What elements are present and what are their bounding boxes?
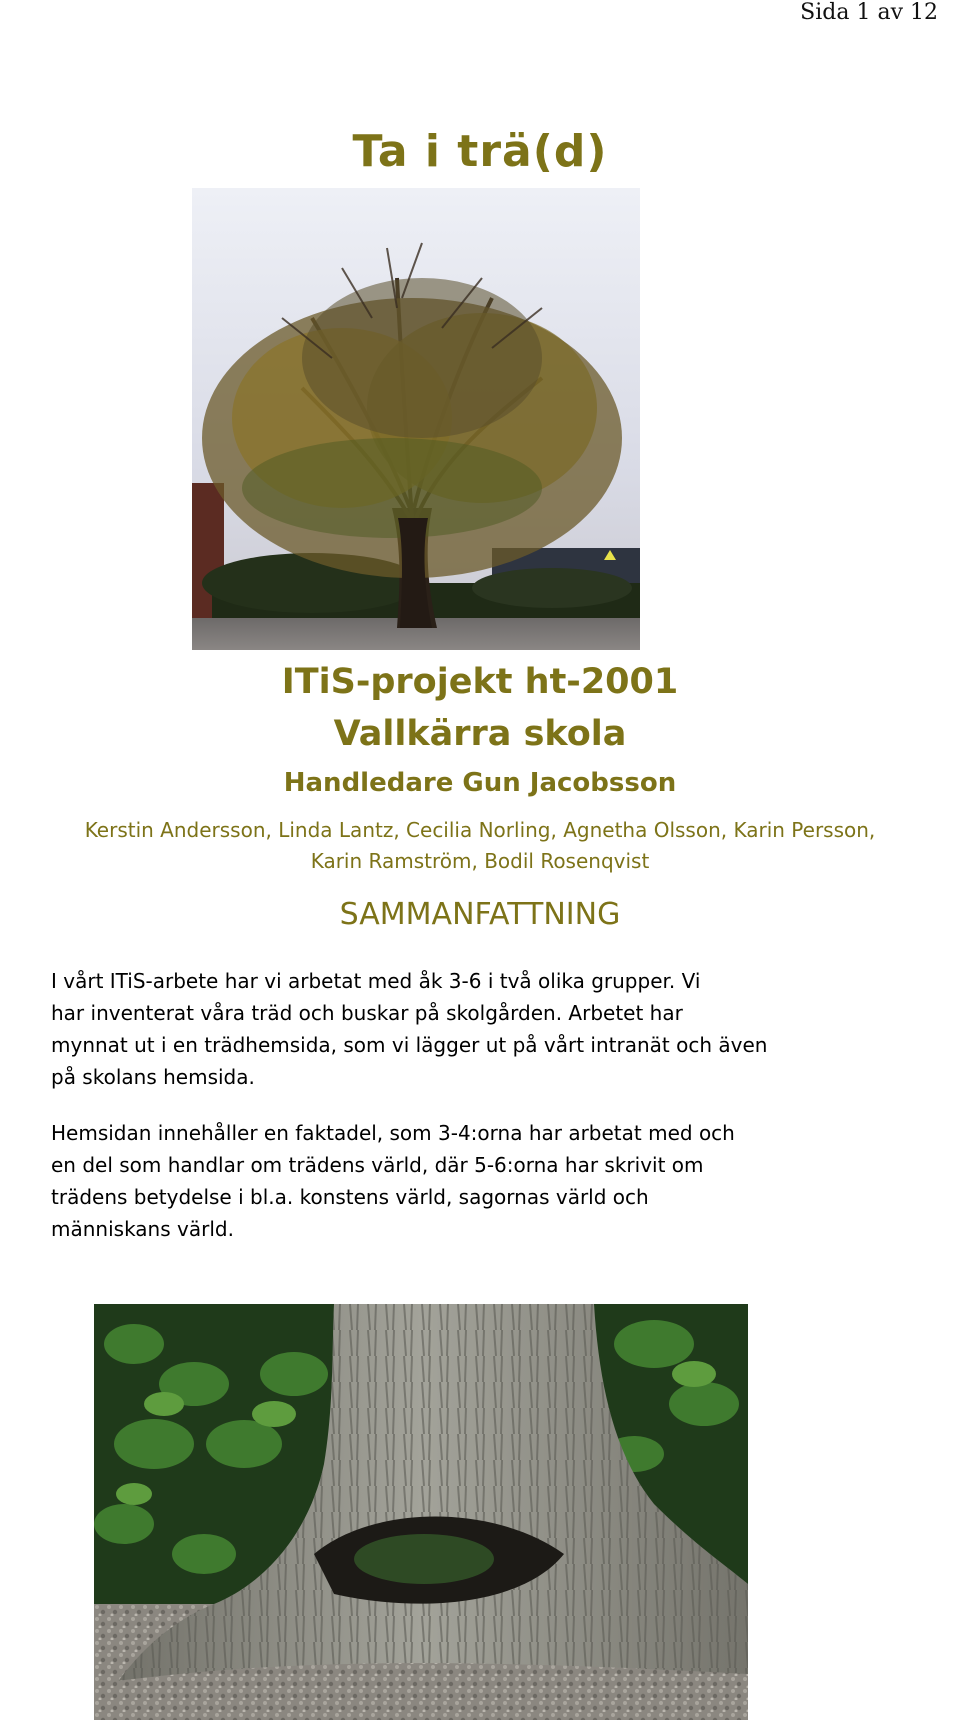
summary-heading: SAMMANFATTNING <box>339 897 621 932</box>
paragraph-line: har inventerat våra träd och buskar på skolgården. Arbetet har <box>51 1001 683 1025</box>
authors-line: Kerstin Andersson, Linda Lantz, Cecilia Norling, Agnetha Olsson, Karin Persson, <box>84 818 876 842</box>
document-title: Ta i trä(d) <box>352 126 608 177</box>
paragraph-line: trädens betydelse i bl.a. konstens värld, sagornas värld och <box>51 1185 649 1209</box>
paragraph-line: I vårt ITiS-arbete har vi arbetat med åk 3-6 i två olika grupper. Vi <box>51 969 701 993</box>
paragraph-line: en del som handlar om trädens värld, där 5-6:orna har skrivit om <box>51 1153 704 1177</box>
authors <box>0 815 960 877</box>
paragraph-line: på skolans hemsida. <box>51 1065 255 1089</box>
paragraph-line: människans värld. <box>51 1217 234 1241</box>
supervisor-heading: Handledare Gun Jacobsson <box>283 768 677 798</box>
tree-roots-photo <box>94 1304 748 1720</box>
summary-paragraph-1 <box>51 965 811 1093</box>
paragraph-line: Hemsidan innehåller en faktadel, som 3-4:orna har arbetat med och <box>51 1121 735 1145</box>
summary-paragraph-2 <box>51 1117 811 1245</box>
project-heading: ITiS-projekt ht-2001 <box>281 662 679 702</box>
paragraph-line: mynnat ut i en trädhemsida, som vi lägger ut på vårt intranät och även <box>51 1033 768 1057</box>
tree-photo <box>192 188 640 650</box>
authors-line: Karin Ramström, Bodil Rosenqvist <box>310 849 650 873</box>
school-heading: Vallkärra skola <box>333 714 627 754</box>
page-number: Sida 1 av 12 <box>800 0 938 25</box>
